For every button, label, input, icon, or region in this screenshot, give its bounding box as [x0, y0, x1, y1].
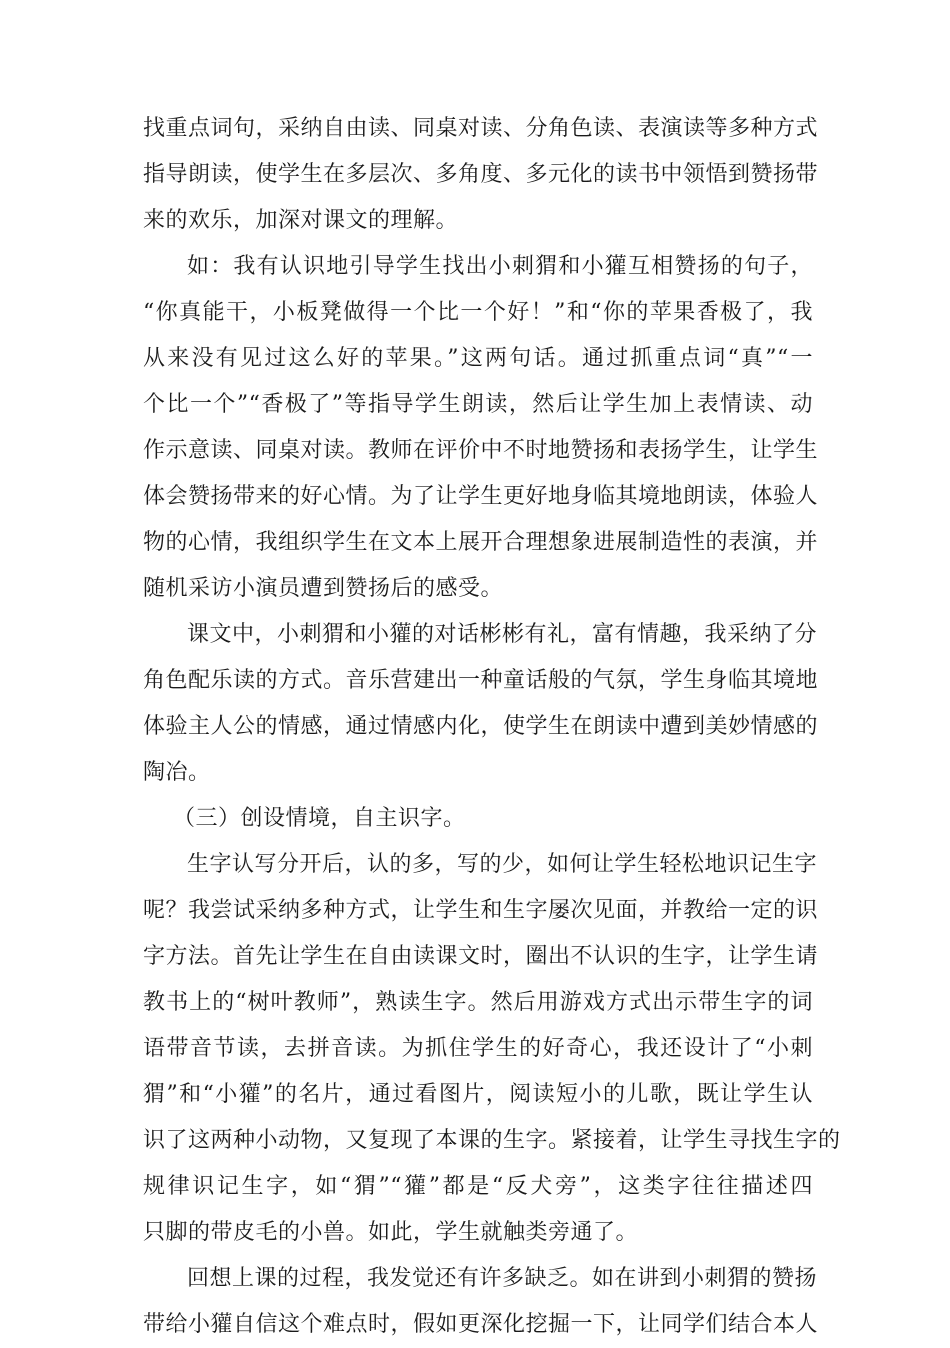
- text-line: 个比一个”“香极了”等指导学生朗读，然后让学生加上表情读、动: [143, 392, 813, 417]
- text-line: 只脚的带皮毛的小兽。如此，学生就触类旁通了。: [143, 1220, 639, 1245]
- text-line: 语带音节读，去拼音读。为抓住学生的好奇心，我还设计了“小刺: [143, 1036, 813, 1061]
- text-line: “你真能干，小板凳做得一个比一个好！”和“你的苹果香极了，我: [143, 300, 813, 325]
- section-heading: （三）创设情境，自主识字。: [173, 806, 466, 831]
- text-line: 呢？我尝试采纳多种方式，让学生和生字屡次见面，并教给一定的识: [143, 898, 819, 923]
- text-line: 从来没有见过这么好的苹果。”这两句话。通过抓重点词“真”“一: [143, 346, 813, 371]
- text-line: 物的心情，我组织学生在文本上展开合理想象进展制造性的表演，并: [143, 530, 819, 555]
- text-line: 教书上的“树叶教师”，熟读生字。然后用游戏方式出示带生字的词: [143, 990, 813, 1015]
- text-line: 来的欢乐，加深对课文的理解。: [143, 208, 459, 233]
- text-line: 作示意读、同桌对读。教师在评价中不时地赞扬和表扬学生，让学生: [143, 438, 819, 463]
- text-line: 体会赞扬带来的好心情。为了让学生更好地身临其境地朗读，体验人: [143, 484, 819, 509]
- text-line: 字方法。首先让学生在自由读课文时，圈出不认识的生字，让学生请: [143, 944, 819, 969]
- text-line: 如：我有认识地引导学生找出小刺猬和小獾互相赞扬的句子，: [187, 254, 813, 279]
- text-line: 带给小獾自信这个难点时，假如更深化挖掘一下，让同学们结合本人: [143, 1312, 819, 1337]
- text-line: 规律识记生字，如“猬”“獾”都是“反犬旁”，这类字往往描述四: [143, 1174, 813, 1199]
- text-line: 角色配乐读的方式。音乐营建出一种童话般的气氛，学生身临其境地: [143, 668, 819, 693]
- text-line: 陶冶。: [143, 760, 211, 785]
- text-line: 找重点词句，采纳自由读、同桌对读、分角色读、表演读等多种方式: [143, 116, 819, 141]
- text-line: 课文中，小刺猬和小獾的对话彬彬有礼，富有情趣，我采纳了分: [187, 622, 818, 647]
- text-line: 猬”和“小獾”的名片，通过看图片，阅读短小的儿歌，既让学生认: [143, 1082, 813, 1107]
- text-line: 识了这两种小动物，又复现了本课的生字。紧接着，让学生寻找生字的: [143, 1128, 841, 1153]
- text-line: 回想上课的过程，我发觉还有许多缺乏。如在讲到小刺猬的赞扬: [187, 1266, 818, 1291]
- text-line: 生字认写分开后，认的多，写的少，如何让学生轻松地识记生字: [187, 852, 818, 877]
- text-line: 指导朗读，使学生在多层次、多角度、多元化的读书中领悟到赞扬带: [143, 162, 819, 187]
- text-line: 体验主人公的情感，通过情感内化，使学生在朗读中遭到美妙情感的: [143, 714, 819, 739]
- text-line: 随机采访小演员遭到赞扬后的感受。: [143, 576, 504, 601]
- body-text: [143, 106, 841, 1348]
